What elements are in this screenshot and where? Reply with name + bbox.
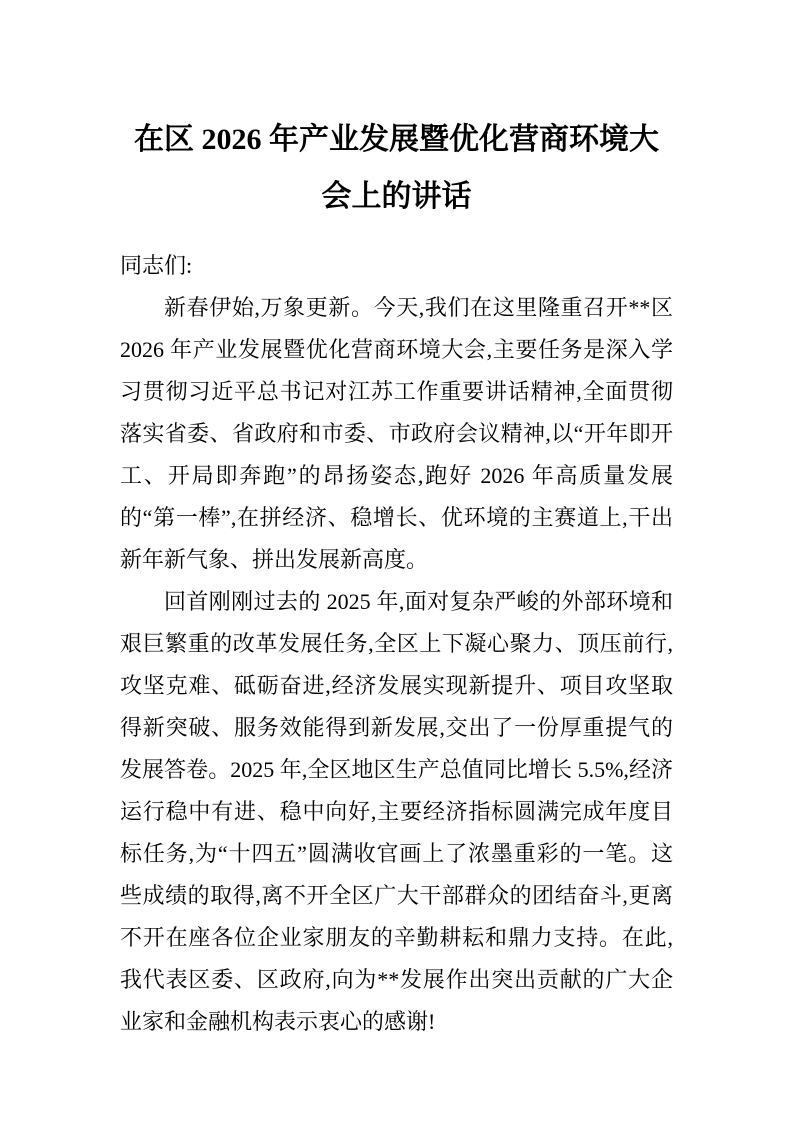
paragraph-opening: 新春伊始,万象更新。今天,我们在这里隆重召开**区 2026 年产业发展暨优化营商环境大会,主要任务是深入学习贯彻习近平总书记对江苏工作重要讲话精神,全面贯彻落实省委、省政府和市委、市政府会议精神,以“开年即开工、开局即奔跑”的昂扬姿态,跑好 2026 年高质量发展的“第一棒”,在拼经济、稳增长、优环境的主赛道上,干出新年新气象、拼出发展新高度。 xyxy=(120,295,673,572)
document-title: 在区 2026 年产业发展暨优化营商环境大会上的讲话 xyxy=(134,123,659,213)
paragraph-review-2025: 回首刚刚过去的 2025 年,面对复杂严峻的外部环境和艰巨繁重的改革发展任务,全区上下凝心聚力、顶压前行,攻坚克难、砥砺奋进,经济发展实现新提升、项目攻坚取得新突破、服务效能得到新发展,交出了一份厚重提气的发展答卷。2025 年,全区地区生产总值同比增长 5.5%,经济运行稳中有进、稳中向好,主要经济指标圆满完成年度目标任务,为“十四五”圆满收官画上了浓墨重彩的一笔。这些成绩的取得,离不开全区广大干部群众的团结奋斗,更离不开在座各位企业家朋友的辛勤耕耘和鼎力支持。在此,我代表区委、区政府,向为**发展作出突出贡献的广大企业家和金融机构表示衷心的感谢! xyxy=(120,589,673,1034)
salutation: 同志们: xyxy=(120,253,193,278)
